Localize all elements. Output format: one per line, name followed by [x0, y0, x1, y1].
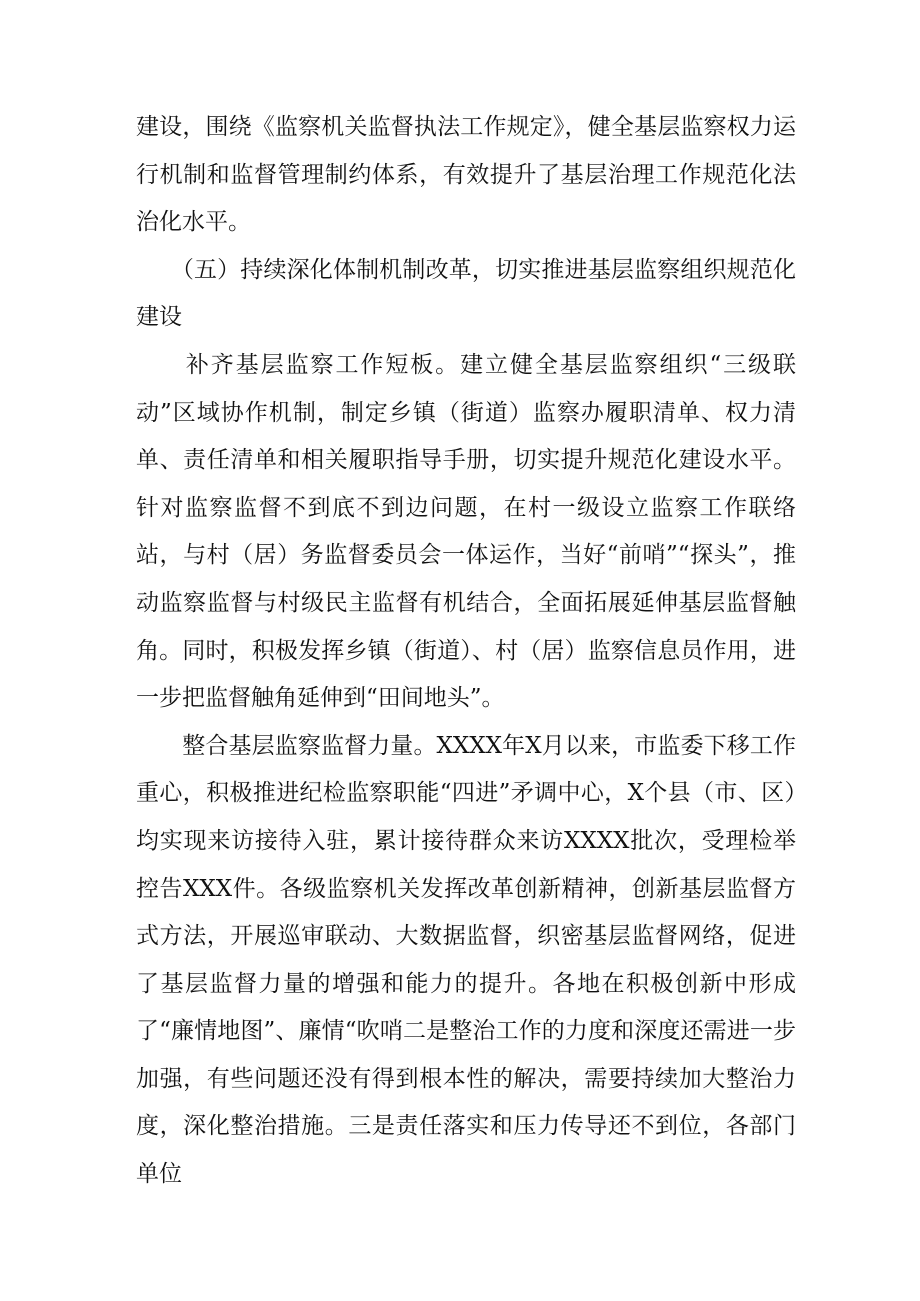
paragraph-integrate-forces: 整合基层监察监督力量。XXXX年X月以来，市监委下移工作重心，积极推进纪检监察职能“四进”矛调中心，X个县（市、区）均实现来访接待入驻，累计接待群众来访XXXX批次，受理检举控告XXX件。各级监察机关发挥改革创新精神，创新基层监督方式方法，开展巡审联动、大数据监督，织密基层监督网络，促进了基层监督力量的增强和能力的提升。各地在积极创新中形成了“廉情地图”、廉情“吹哨二是整治工作的力度和深度还需进一步加强，有些问题还没有得到根本性的解决，需要持续加大整治力度，深化整治措施。三是责任落实和压力传导还不到位，各部门单位: [136, 732, 796, 1188]
document-body: [136, 104, 796, 1199]
section-heading-five: （五）持续深化体制机制改革，切实推进基层监察组织规范化建设: [136, 256, 796, 331]
paragraph-supplement-shortcomings: 补齐基层监察工作短板。建立健全基层监察组织“三级联动”区域协作机制，制定乡镇（街道）监察办履职清单、权力清单、责任清单和相关履职指导手册，切实提升规范化建设水平。针对监察监督不到底不到边问题，在村一级设立监察工作联络站，与村（居）务监督委员会一体运作，当好“前哨”“探头”，推动监察监督与村级民主监督有机结合，全面拓展延伸基层监督触角。同时，积极发挥乡镇（街道）、村（居）监察信息员作用，进一步把监督触角延伸到“田间地头”。: [136, 351, 796, 712]
paragraph-continuation: 建设，围绕《监察机关监督执法工作规定》，健全基层监察权力运行机制和监督管理制约体系，有效提升了基层治理工作规范化法治化水平。: [136, 114, 796, 236]
